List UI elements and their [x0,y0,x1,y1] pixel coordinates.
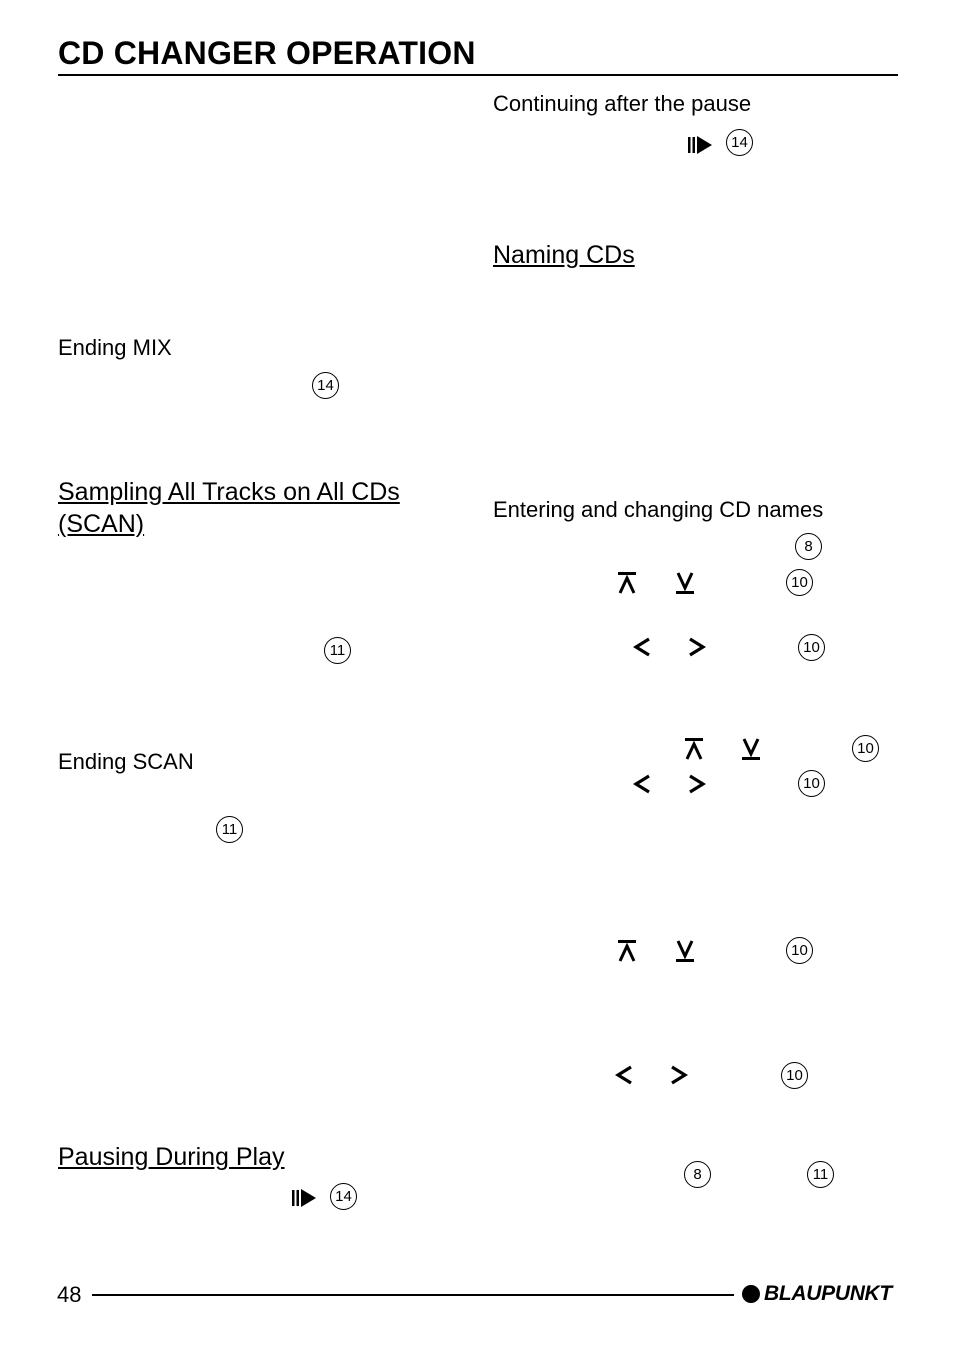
right-arrow-icon [670,1065,688,1085]
ending-mix-heading: Ending MIX [58,335,172,360]
page-number: 48 [57,1282,82,1307]
brand-dot-icon [742,1285,760,1303]
scan-heading [58,476,400,540]
brand-name: BLAUPUNKT [764,1282,892,1305]
continuing-heading: Continuing after the pause [493,91,752,116]
scan-heading-line1: Sampling All Tracks on All CDs [58,478,400,506]
ref-badge: 10 [798,634,825,661]
right-arrow-icon [688,637,706,657]
ref-badge: 11 [807,1161,834,1188]
play-pause-icon [688,136,712,154]
ref-badge: 11 [324,637,351,664]
left-arrow-icon [633,774,651,794]
ref-badge: 10 [786,569,813,596]
ref-badge: 10 [781,1062,808,1089]
up-arrow-icon [617,572,637,594]
down-arrow-icon [741,738,761,760]
entering-heading: Entering and changing CD names [493,497,824,522]
ref-badge: 14 [330,1183,357,1210]
ref-badge: 14 [726,129,753,156]
ref-badge: 8 [795,533,822,560]
page-title: CD CHANGER OPERATION [58,35,476,71]
ref-badge: 8 [684,1161,711,1188]
ref-badge: 11 [216,816,243,843]
brand-logo [742,1282,892,1306]
ref-badge: 14 [312,372,339,399]
title-rule [58,74,898,76]
down-arrow-icon [675,940,695,962]
ref-badge: 10 [852,735,879,762]
ending-scan-heading: Ending SCAN [58,749,194,774]
up-arrow-icon [617,940,637,962]
left-arrow-icon [615,1065,633,1085]
ref-badge: 10 [798,770,825,797]
ref-badge: 10 [786,937,813,964]
footer-rule [92,1294,734,1296]
play-pause-icon [292,1189,316,1207]
down-arrow-icon [675,572,695,594]
right-arrow-icon [688,774,706,794]
left-arrow-icon [633,637,651,657]
pausing-heading: Pausing During Play [58,1143,285,1171]
naming-heading: Naming CDs [493,241,635,269]
scan-heading-line2: (SCAN) [58,510,145,538]
up-arrow-icon [684,738,704,760]
